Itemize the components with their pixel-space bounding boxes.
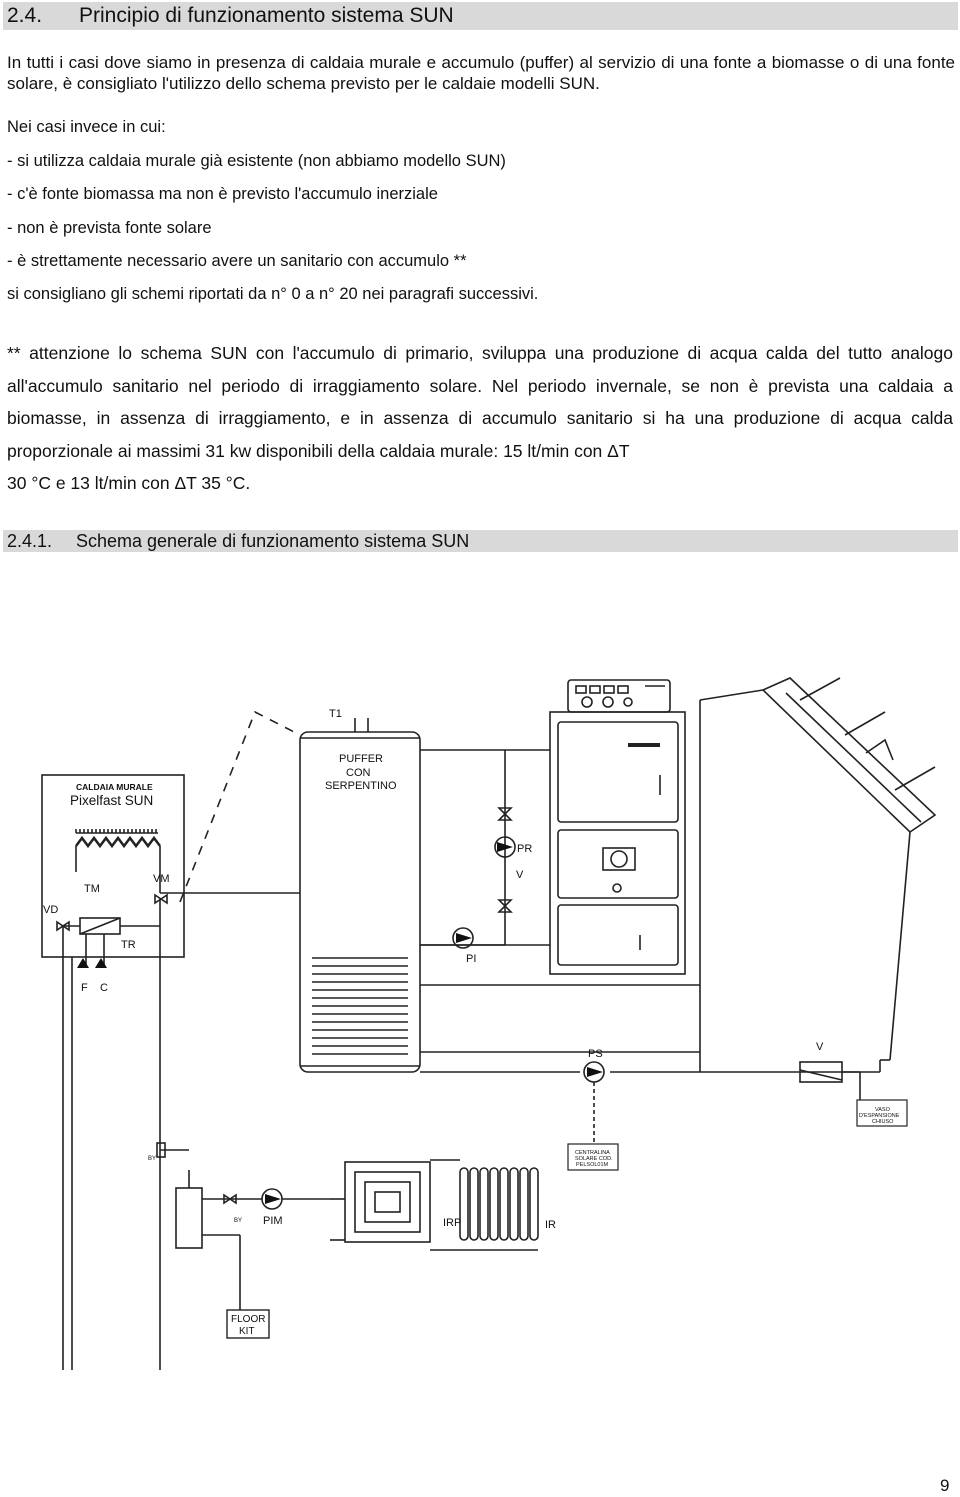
subsection-title: Schema generale di funzionamento sistema SUN <box>76 531 470 551</box>
label-pi: PI <box>466 953 477 965</box>
centralina-label: PELSOL01M <box>576 1162 609 1168</box>
floor-heating-irp <box>345 1162 430 1242</box>
vaso-label: CHIUSO <box>872 1119 894 1125</box>
control-panel <box>568 680 670 712</box>
subsection-number: 2.4.1. <box>7 531 53 551</box>
page-number: 9 <box>940 1476 950 1495</box>
label-v-top: V <box>516 869 524 881</box>
vaso-label: VASO <box>875 1107 890 1113</box>
case-item: - si utilizza caldaia murale già esistente (non abbiamo modello SUN) <box>7 152 506 170</box>
case-item: - è strettamente necessario avere un sanitario con accumulo ** <box>7 252 467 270</box>
floor-kit-label: FLOOR <box>231 1314 266 1325</box>
floor-manifold <box>176 1188 202 1248</box>
centralina-label: SOLARE COD. <box>575 1156 613 1162</box>
label-by: BY <box>148 1156 157 1162</box>
cases-intro: Nei casi invece in cui: <box>7 118 166 136</box>
cases-conclusion: si consigliano gli schemi riportati da n° 0 a n° 20 nei paragrafi successivi. <box>7 285 539 303</box>
puffer-label: SERPENTINO <box>325 780 397 792</box>
label-pr: PR <box>517 843 533 855</box>
section-heading <box>3 2 958 30</box>
biomass-boiler <box>550 712 685 974</box>
case-item: - c'è fonte biomassa ma non è previsto l'accumulo inerziale <box>7 185 438 203</box>
boiler-model: Pixelfast SUN <box>70 793 154 808</box>
label-f: F <box>81 982 88 994</box>
label-irp: IRP <box>443 1217 462 1229</box>
label-v-solar: V <box>816 1041 824 1053</box>
note-line: una caldaia a biomasse, in assenza di irraggiamento, e in assenza di accumulo sanitario si ha una <box>7 375 953 428</box>
puffer-label: CON <box>346 767 371 779</box>
note-line: produzione di acqua calda proporzionale ai massimi 31 kw disponibili della caldaia murale: 15 lt/min con ΔT <box>7 408 953 461</box>
solar-collector <box>763 678 935 832</box>
note-line: analogo all'accumulo sanitario nel periodo di irraggiamento solare. Nel periodo invernale, se non è prevista <box>7 343 953 396</box>
case-item: - non è prevista fonte solare <box>7 219 212 237</box>
label-vd: VD <box>43 904 59 916</box>
label-ir: IR <box>545 1219 556 1231</box>
section-number: 2.4. <box>7 4 43 27</box>
intro-paragraph: In tutti i casi dove siamo in presenza di caldaia murale e accumulo (puffer) al servizio di una fonte a biomasse o di una fonte solare, è consigliato l'utilizzo dello schema previsto per le caldaie modelli SUN. <box>7 53 955 93</box>
vaso-label: D'ESPANSIONE <box>859 1113 900 1119</box>
label-ps: PS <box>588 1048 603 1060</box>
boiler-caption: CALDAIA MURALE <box>76 782 153 792</box>
label-tm: TM <box>84 883 100 895</box>
radiator-ir <box>460 1168 538 1240</box>
note-line: ** attenzione lo schema SUN con l'accumulo di primario, sviluppa una produzione di acqua calda del tutto <box>7 343 883 363</box>
label-vm: VM <box>153 873 170 885</box>
system-schematic <box>0 570 960 1370</box>
puffer-label: PUFFER <box>339 753 383 765</box>
floor-kit-label: KIT <box>239 1326 255 1337</box>
label-c: C <box>100 982 108 994</box>
label-t1: T1 <box>329 708 342 720</box>
centralina-label: CENTRALINA <box>575 1150 610 1156</box>
subsection-heading <box>3 530 958 552</box>
note-paragraph <box>7 337 953 500</box>
note-line: 30 °C e 13 lt/min con ΔT 35 °C. <box>7 473 251 493</box>
label-pim: PIM <box>263 1215 283 1227</box>
label-by: BY <box>234 1218 243 1224</box>
label-tr: TR <box>121 939 136 951</box>
section-title: Principio di funzionamento sistema SUN <box>79 4 454 27</box>
